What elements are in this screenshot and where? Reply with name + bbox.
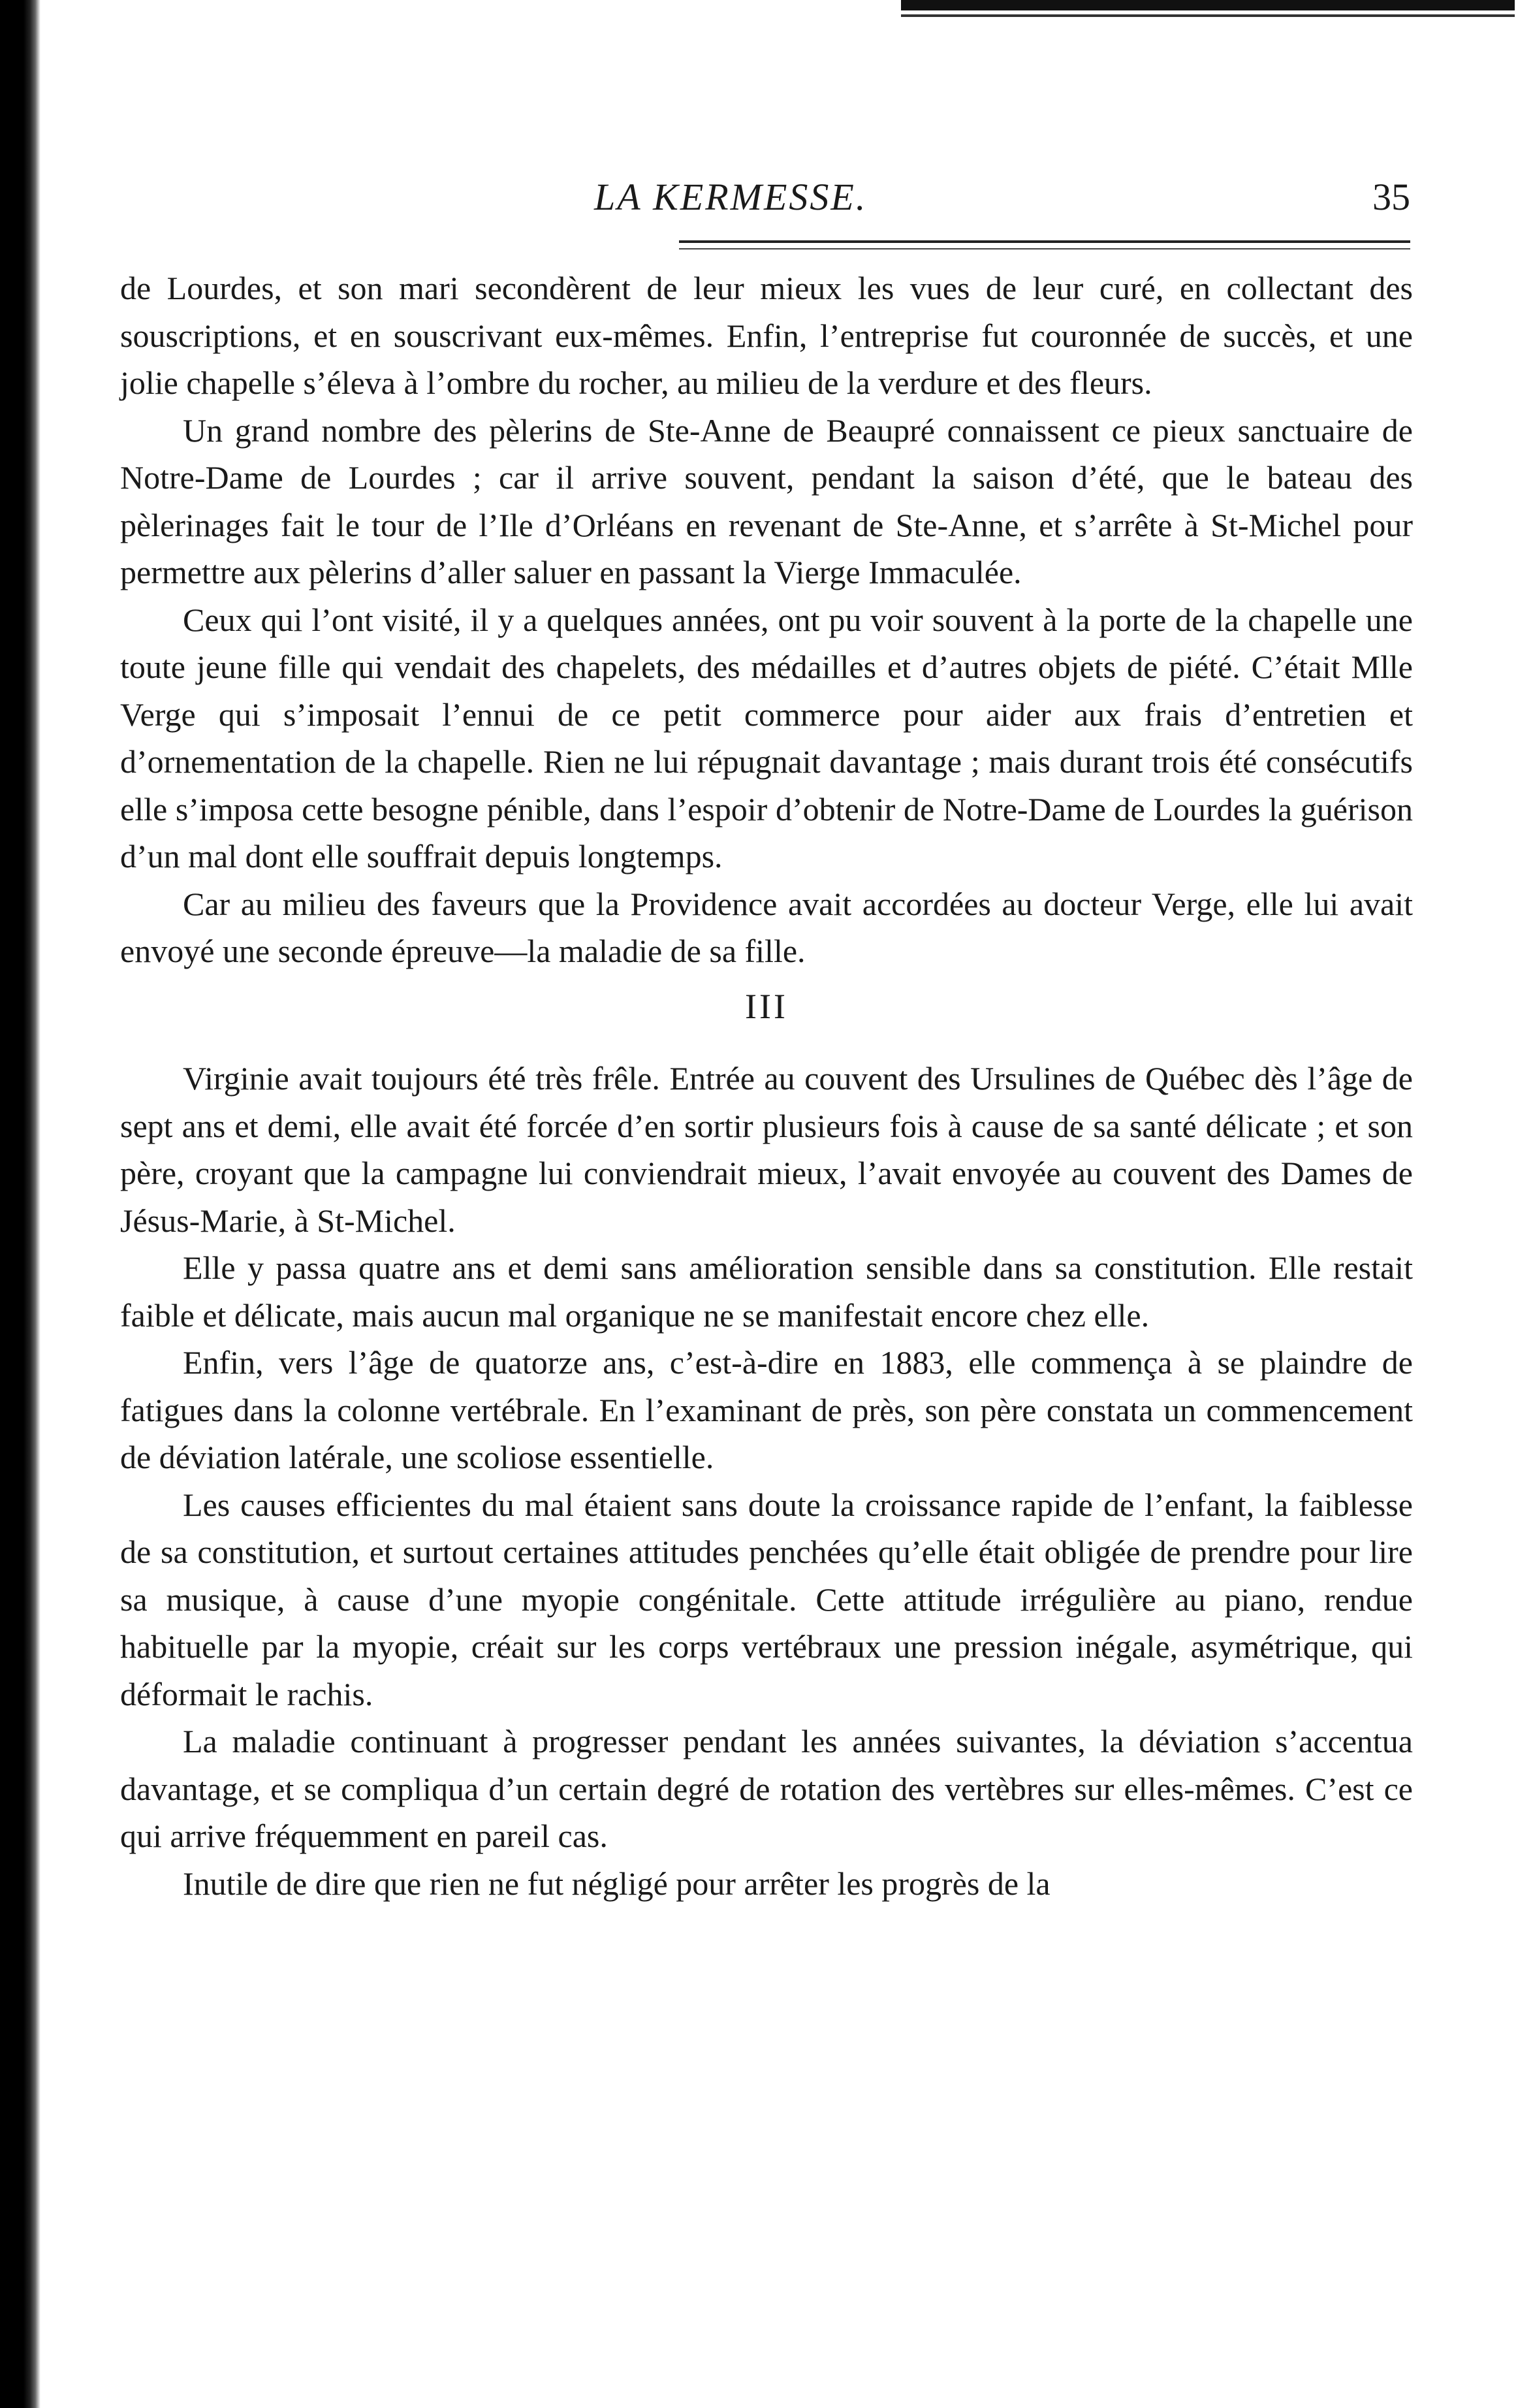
paragraph: Inutile de dire que rien ne fut négligé pour arrêter les progrès de la xyxy=(183,1865,1051,1902)
paragraph: Les causes efficientes du mal étaient sans doute la croissance rapide de l’enfant, la faiblesse de sa constitution, et surtout certaines attitudes penchées qu’elle était obligée de prendre pour lire sa musique, à cause d’une myopie congénitale. Cette attitude irrégulière au piano, rendue habituelle par la myopie, créait sur les corps vertébraux une pression inégale, asymétrique, qui déformait le rachis. xyxy=(120,1486,1413,1712)
binding-edge xyxy=(0,0,40,2408)
paragraph: Ceux qui l’ont visité, il y a quelques années, ont pu voir souvent à la porte de la chapelle une toute jeune fille qui vendait des chapelets, des médailles et d’autres objets de piété. C’était Mlle Verge qui s’imposait l’ennui de ce petit commerce pour aider aux frais d’entretien et d’ornementation de la chapelle. Rien ne lui répugnait davantage ; mais durant trois été consécutifs elle s’imposa cette besogne pénible, dans l’espoir d’obtenir de Notre-Dame de Lourdes la guérison d’un mal dont elle souffrait depuis longtemps. xyxy=(120,601,1413,875)
header-rule-thin xyxy=(679,248,1410,249)
top-decorative-rule-thin xyxy=(901,14,1515,17)
page-number: 35 xyxy=(1372,176,1410,218)
paragraph: Elle y passa quatre ans et demi sans amélioration sensible dans sa constitution. Elle restait faible et délicate, mais aucun mal organique ne se manifestait encore chez elle. xyxy=(120,1249,1413,1334)
paragraph: Un grand nombre des pèlerins de Ste-Anne de Beaupré connaissent ce pieux sanctuaire de Notre-Dame de Lourdes ; car il arrive souvent, pendant la saison d’été, que le bateau des pèlerinages fait le tour de l’Ile d’Orléans en revenant de Ste-Anne, et s’arrête à St-Michel pour permettre aux pèlerins d’aller saluer en passant la Vierge Immaculée. xyxy=(120,411,1413,590)
paragraph: Enfin, vers l’âge de quatorze ans, c’est-à-dire en 1883, elle commença à se plaindre de fatigues dans la colonne vertébrale. En l’examinant de près, son père constata un commencement de déviation latérale, une scoliose essentielle. xyxy=(120,1344,1413,1475)
paragraph: La maladie continuant à progresser pendant les années suivantes, la déviation s’accentua davantage, et se compliqua d’un certain degré de rotation des vertèbres sur elles-mêmes. C’est ce qui arrive fréquemment en pareil cas. xyxy=(120,1723,1413,1854)
section-heading: III xyxy=(745,986,788,1026)
paragraph: Virginie avait toujours été très frêle. Entrée au couvent des Ursulines de Québec dès l’âge de sept ans et demi, elle avait été forcée d’en sortir plusieurs fois à cause de sa santé délicate ; et son père, croyant que la campagne lui conviendrait mieux, l’avait envoyée au couvent des Dames de Jésus-Marie, à St-Michel. xyxy=(120,1060,1413,1239)
header-rule xyxy=(679,240,1410,243)
top-decorative-rule xyxy=(901,0,1515,10)
paragraph: Car au milieu des faveurs que la Providence avait accordées au docteur Verge, elle lui avait envoyé une seconde épreuve—la maladie de sa fille. xyxy=(120,885,1413,969)
paragraph: de Lourdes, et son mari secondèrent de leur mieux les vues de leur curé, en collectant des souscriptions, et en souscrivant eux-mêmes. Enfin, l’entreprise fut couronnée de succès, et une jolie chapelle s’éleva à l’ombre du rocher, au milieu de la verdure et des fleurs. xyxy=(120,270,1413,401)
running-title: LA KERMESSE. xyxy=(594,176,868,218)
page-header xyxy=(124,175,1410,234)
body-text xyxy=(120,265,1413,1907)
